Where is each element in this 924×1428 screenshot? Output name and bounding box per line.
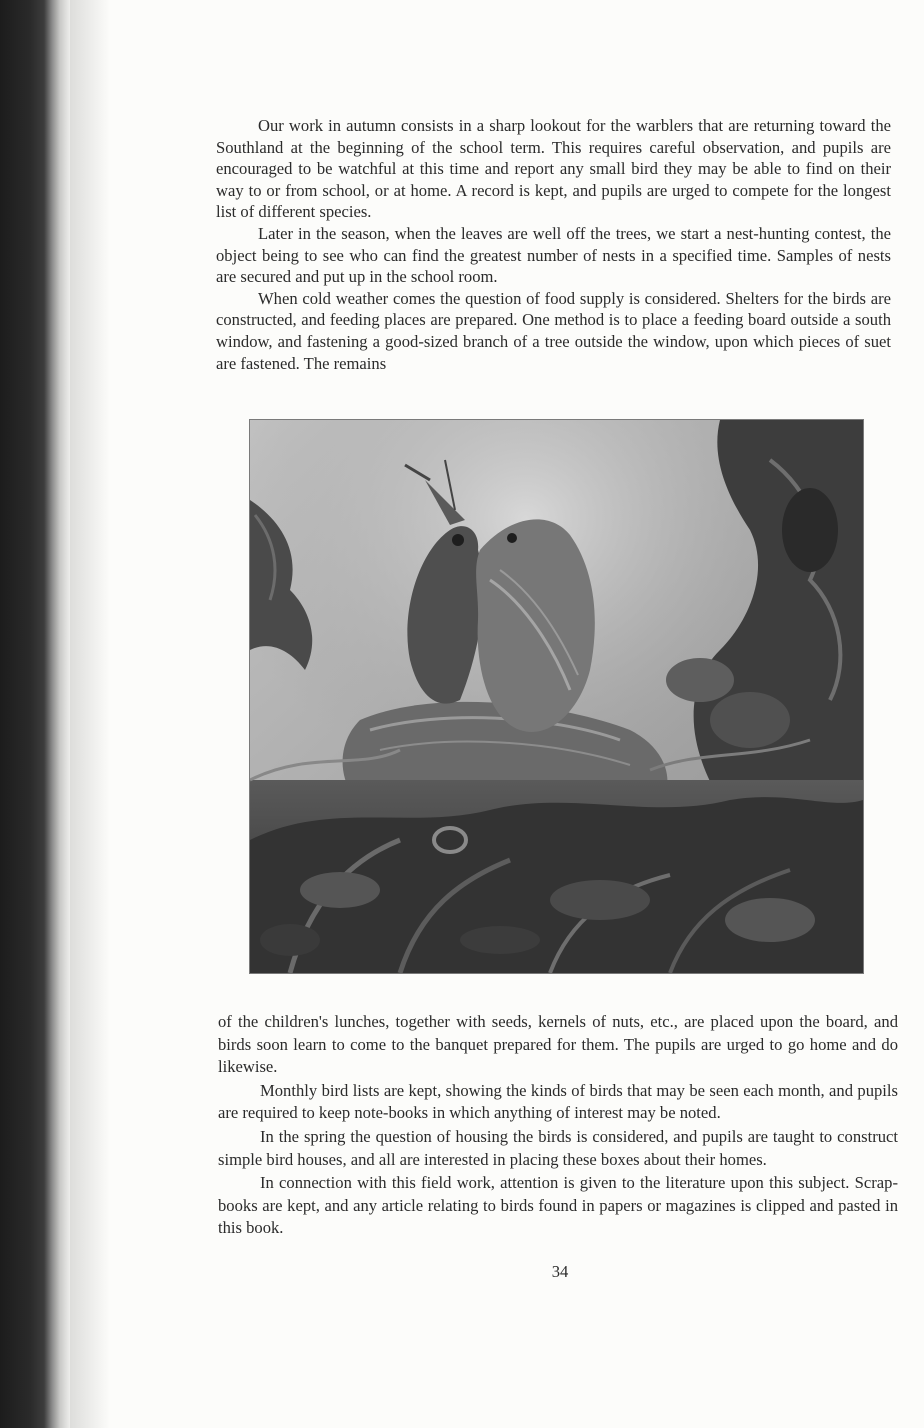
paragraph-bird-houses: In the spring the question of housing the birds is considered, and pupils are taught to construct simple bird houses, and all are interested in placing these boxes about their homes. <box>218 1126 898 1169</box>
page-number: 34 <box>551 1262 569 1281</box>
photo-illustration <box>250 420 863 973</box>
binding-gradient <box>70 0 110 1428</box>
paragraph-literature: In connection with this field work, attention is given to the literature upon this subject. Scrap-books are kept, and any article relating to birds found in papers or magazines is clipped and pasted in this book. <box>218 1173 898 1238</box>
paragraph-autumn-warblers: Our work in autumn consists in a sharp lookout for the warblers that are returning toward the Southland at the beginning of the school term. This requires careful observation, and pupils are encouraged to be watchful at this time and report any small bird they may be able to find on their way to or from school, or at home. A record is kept, and pupils are urged to compete for the longest list of different species. <box>216 116 891 222</box>
paragraph-lunch-remains: of the children's lunches, together with seeds, kernels of nuts, etc., are placed upon the board, and birds soon learn to come to the banquet prepared for them. The pupils are urged to go home and do likewise. <box>218 1012 898 1077</box>
bottom-text-block <box>218 1011 898 1240</box>
book-binding-shadow <box>0 0 70 1428</box>
paragraph-food-supply: When cold weather comes the question of food supply is considered. Shelters for the birds are constructed, and feeding places are prepared. One method is to place a feeding board outside a south window, and fastening a good-sized branch of a tree outside the window, upon which pieces of suet are fastened. The remains <box>216 288 891 373</box>
paragraph-monthly-lists: Monthly bird lists are kept, showing the kinds of birds that may be seen each month, and pupils are required to keep note-books in which anything of interest may be noted. <box>218 1080 898 1123</box>
bird-nest-photograph <box>249 419 864 974</box>
paragraph-nest-hunting: Later in the season, when the leaves are well off the trees, we start a nest-hunting contest, the object being to see who can find the greatest number of nests in a specified time. Samples of nests are secured and put up in the school room. <box>216 223 891 287</box>
top-text-block <box>216 115 891 374</box>
